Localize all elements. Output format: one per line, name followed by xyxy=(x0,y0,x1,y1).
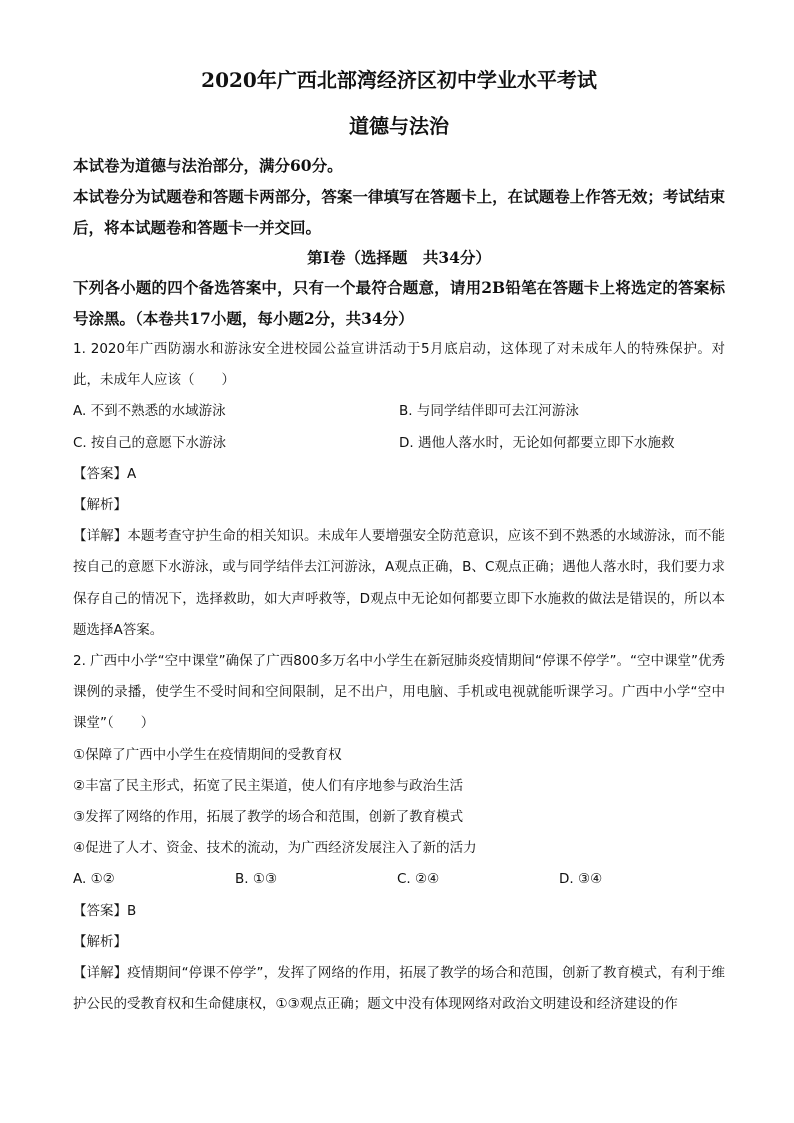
question-1-option-a: A. 不到不熟悉的水域游泳 xyxy=(73,403,226,420)
subject-title: 道德与法治 xyxy=(349,114,449,138)
question-2-item-1: ①保障了广西中小学生在疫情期间的受教育权 xyxy=(73,746,342,763)
question-1-answer: 【答案】A xyxy=(73,465,137,482)
question-2-analysis-label: 【解析】 xyxy=(73,933,127,950)
question-2-option-a: A. ①② xyxy=(73,871,115,888)
question-1-option-d: D. 遇他人落水时，无论如何都要立即下水施救 xyxy=(399,434,675,451)
question-1-option-c: C. 按自己的意愿下水游泳 xyxy=(73,434,227,451)
question-2-option-c: C. ②④ xyxy=(397,871,440,888)
exam-page xyxy=(73,58,725,1020)
question-2-detail: 【详解】疫情期间“停课不停学”，发挥了网络的作用，拓展了教学的场合和范围，创新了教育模式，有利于维护公民的受教育权和生命健康权，①③观点正确；题文中没有体现网络对政治文明建设和经济建设的作 xyxy=(73,965,725,1013)
question-1-option-b: B. 与同学结伴即可去江河游泳 xyxy=(399,403,579,420)
question-1-options-row-2 xyxy=(73,428,725,459)
section-title: 第Ⅰ卷（选择题 共34分） xyxy=(307,248,491,267)
exam-title: 2020年广西北部湾经济区初中学业水平考试 xyxy=(201,68,597,92)
question-2-options-row xyxy=(73,864,725,895)
question-2-answer: 【答案】B xyxy=(73,902,137,919)
question-2-item-2: ②丰富了民主形式，拓宽了民主渠道，使人们有序地参与政治生活 xyxy=(73,777,464,794)
intro-instructions: 本试卷分为试题卷和答题卡两部分，答案一律填写在答题卡上，在试题卷上作答无效；考试结束后，将本试题卷和答题卡一并交回。 xyxy=(73,187,725,237)
question-1-stem: 1. 2020年广西防溺水和游泳安全进校园公益宣讲活动于5月底启动，这体现了对未成年人的特殊保护。对此，未成年人应该（ ） xyxy=(73,341,725,389)
question-2-item-4: ④促进了人才、资金、技术的流动，为广西经济发展注入了新的活力 xyxy=(73,840,477,857)
question-1-detail: 【详解】本题考查守护生命的相关知识。未成年人要增强安全防范意识，应该不到不熟悉的水域游泳，而不能按自己的意愿下水游泳，或与同学结伴去江河游泳，A观点正确，B、C观点正确；遇他人落水时，我们要力求保存自己的情况下，选择救助，如大声呼救等，D观点中无论如何都要立即下水施救的做法是错误的，所以本题选择A答案。 xyxy=(73,528,725,638)
question-2-stem: 2. 广西中小学“空中课堂”确保了广西800多万名中小学生在新冠肺炎疫情期间“停课不停学”。“空中课堂”优秀课例的录播，使学生不受时间和空间限制，足不出户，用电脑、手机或电视就能听课学习。广西中小学“空中课堂”（ ） xyxy=(73,653,725,732)
question-2-item-3: ③发挥了网络的作用，拓展了教学的场合和范围，创新了教育模式 xyxy=(73,809,464,826)
question-2-option-d: D. ③④ xyxy=(559,871,603,888)
question-1-options-row-1 xyxy=(73,396,725,427)
question-1-analysis-label: 【解析】 xyxy=(73,497,127,514)
section-instructions: 下列各小题的四个备选答案中，只有一个最符合题意，请用2B铅笔在答题卡上将选定的答案标号涂黑。（本卷共17小题，每小题2分，共34分） xyxy=(73,278,725,328)
intro-score-note: 本试卷为道德与法治部分，满分60分。 xyxy=(73,156,343,175)
question-2-option-b: B. ①③ xyxy=(235,871,278,888)
